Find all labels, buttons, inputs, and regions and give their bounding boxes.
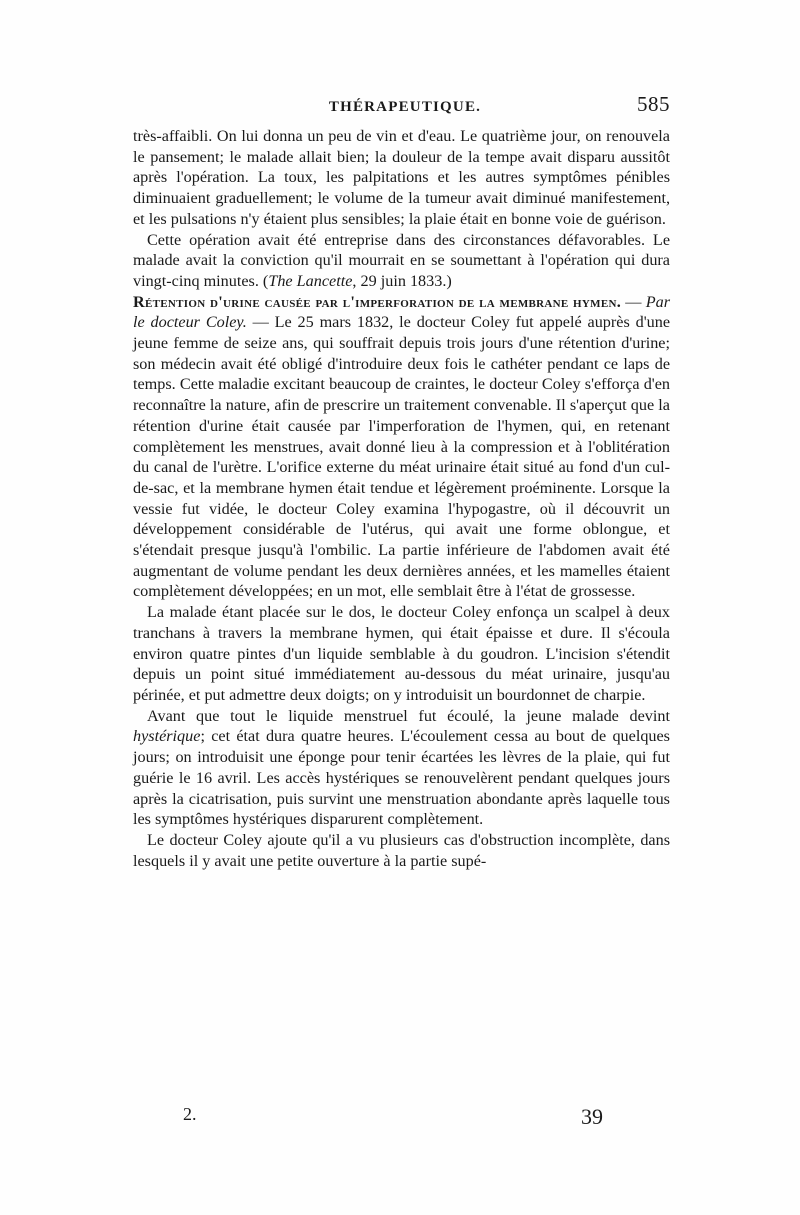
signature-mark: 39 (581, 1104, 603, 1129)
body-text (133, 126, 670, 871)
paragraph (133, 292, 670, 603)
paragraph-text: très-affaibli. On lui donna un peu de vin et d'eau. Le quatrième jour, on renouvela le pansement; le malade allait bien; la douleur de la tempe avait disparu aussitôt après l'opération. La toux, les palpitations et les autres symptômes pénibles diminuaient graduellement; le volume de la tumeur avait diminué manifestement, et les pulsations n'y étaient plus sensibles; la plaie était en bonne voie de guérison. (133, 127, 670, 228)
journal-reference: The Lancette (268, 271, 353, 290)
page-footer (183, 1104, 603, 1130)
book-page (133, 92, 671, 1129)
paragraph-text: — Le 25 mars 1832, le docteur Coley fut appelé auprès d'une jeune femme de seize ans, qui souffrait depuis trois jours d'une rétention d'urine; son médecin avait été obligé d'introduire deux fois le cathéter pendant ce laps de temps. Cette maladie excitant beaucoup de craintes, le docteur Coley s'efforça d'en reconnaître la nature, afin de prescrire un traitement convenable. Il s'aperçut que la rétention d'urine était causée par l'imperforation de l'hymen, qui, en retenant complètement les menstrues, avait donné lieu à la compression et à l'oblitération du canal de l'urètre. L'orifice externe du méat urinaire était situé au fond d'un cul-de-sac, et la membrane hymen était tendue et légèrement proéminente. Lorsque la vessie fut vidée, le docteur Coley examina l'hypogastre, où il découvrit un développement considérable de l'utérus, qui avait une forme oblongue, et s'étendait presque jusqu'à l'ombilic. La partie inférieure de l'abdomen avait été augmentant de volume pendant les deux dernières années, et les mamelles étaient complètement développées; en un mot, elle semblait être à l'état de grossesse. (133, 313, 671, 601)
author-credit: Par le docteur Coley. (133, 292, 670, 332)
paragraph (133, 602, 670, 706)
paragraph-text: ; cet état dura quatre heures. L'écoulement cessa au bout de quelques jours; on introduisit une éponge pour tenir écartées les lèvres de la plaie, qui fut guérie le 16 avril. Les accès hystériques se renouvelèrent pendant quelques jours après la cicatrisation, puis survint une menstruation abondante après laquelle tous les symptômes hystériques disparurent complètement. (133, 727, 670, 829)
paragraph (133, 706, 670, 830)
running-title: THÉRAPEUTIQUE. (328, 99, 482, 115)
paragraph (133, 126, 670, 230)
running-header (133, 92, 670, 126)
paragraph-text: Le docteur Coley ajoute qu'il a vu plusieurs cas d'obstruction incomplète, dans lesquels il y avait une petite ouverture à la partie supé- (133, 830, 670, 870)
page-number: 585 (637, 92, 670, 116)
paragraph (133, 830, 670, 871)
volume-mark: 2. (183, 1104, 197, 1124)
dash: — (621, 292, 646, 311)
paragraph-text: Cette opération avait été entreprise dans des circonstances défavorables. Le malade avait la conviction qu'il mourrait en se soumettant à l'opération qui dura vingt-cinq minutes. ( (133, 230, 670, 290)
paragraph-text: La malade étant placée sur le dos, le docteur Coley enfonça un scalpel à deux tranchans à travers la membrane hymen, qui était épaisse et dure. Il s'écoula environ quatre pintes d'un liquide semblable à du goudron. L'incision s'étendit depuis un point situé immédiatement au-dessous du méat urinaire, jusqu'au périnée, et put admettre deux doigts; on y introduisit un bourdonnet de charpie. (133, 603, 670, 704)
paragraph-text: Avant que tout le liquide menstruel fut écoulé, la jeune malade devint (147, 706, 670, 725)
paragraph-text: , 29 juin 1833.) (352, 271, 452, 290)
section-heading: Rétention d'urine causée par l'imperforation de la membrane hymen. (133, 292, 622, 311)
emphasis-text: hystérique (133, 727, 201, 746)
paragraph (133, 230, 670, 292)
